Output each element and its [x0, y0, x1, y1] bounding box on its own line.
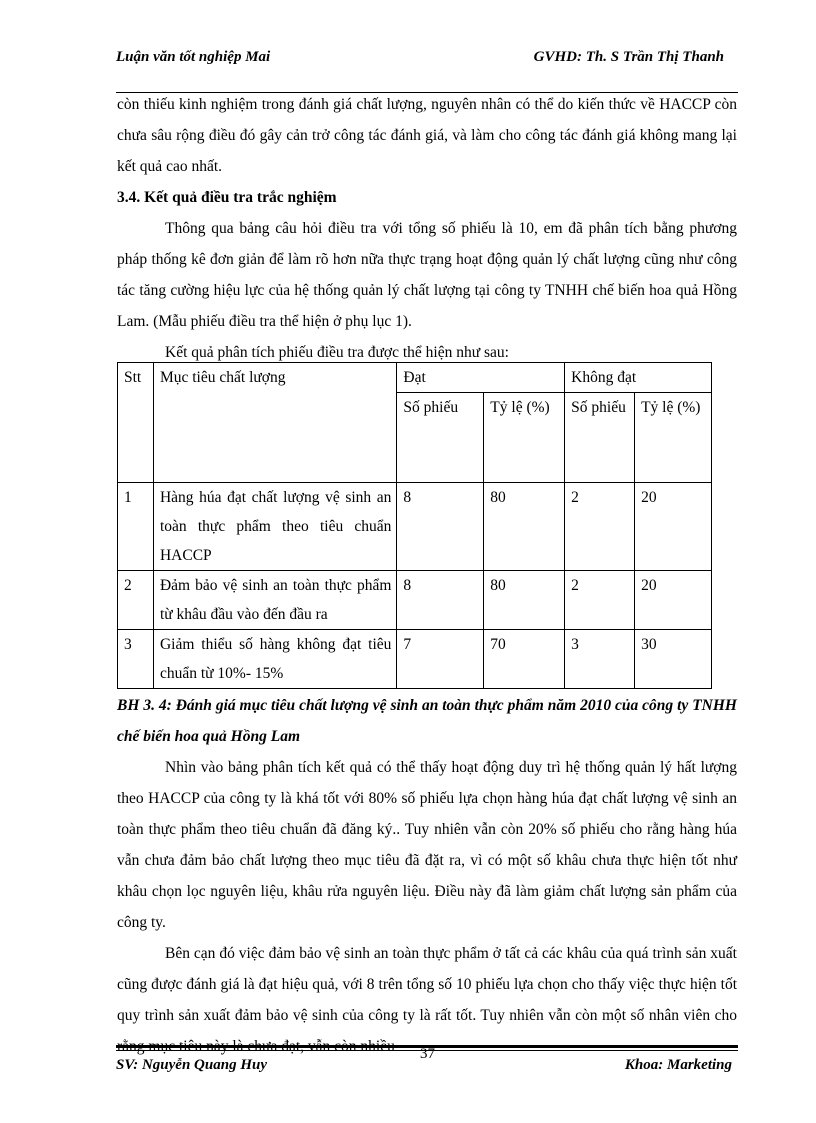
- table-caption: BH 3. 4: Đánh giá mục tiêu chất lượng vệ sinh an toàn thực phẩm năm 2010 của công ty TNHH chế biến hoa quả Hồng Lam: [117, 697, 737, 745]
- row-pass-rate: 80: [484, 483, 565, 571]
- row-fail-rate: 20: [635, 571, 712, 630]
- header-pass: Đạt: [397, 363, 565, 393]
- analysis-paragraph-1: Nhìn vào bảng phân tích kết quả có thể thấy hoạt động duy trì hệ thống quản lý hất lượng theo HACCP của công ty là khá tốt với 80% số phiếu lựa chọn hàng húa đạt chất lượng vệ sinh an toàn thực phẩm theo tiêu chuẩn đã đăng ký.. Tuy nhiên vẫn còn 20% số phiếu cho rằng hàng húa vẫn chưa đảm bảo chất lượng theo mục tiêu đã đặt ra, vì có một số khâu chưa thực hiện tốt như khâu chọn lọc nguyên liệu, khâu rửa nguyên liệu. Điều này đã làm giảm chất lượng sản phẩm của công ty.: [117, 759, 737, 931]
- row-stt: 1: [118, 483, 154, 571]
- header-right: GVHD: Th. S Trần Thị Thanh: [533, 49, 724, 65]
- header-fail: Không đạt: [565, 363, 712, 393]
- page-number: 37: [420, 1046, 435, 1062]
- header-pass-rate: Tỷ lệ (%): [484, 393, 565, 483]
- table-row: [118, 483, 712, 571]
- page-footer: [116, 1057, 732, 1077]
- header-stt: Stt: [118, 363, 154, 483]
- table-row: [118, 630, 712, 689]
- row-pass-rate: 80: [484, 571, 565, 630]
- row-goal: Hàng húa đạt chất lượng vệ sinh an toàn thực phẩm theo tiêu chuẩn HACCP: [153, 483, 396, 571]
- row-pass-count: 8: [397, 483, 484, 571]
- row-pass-count: 7: [397, 630, 484, 689]
- header-fail-count: Số phiếu: [565, 393, 635, 483]
- header-fail-rate: Tỷ lệ (%): [635, 393, 712, 483]
- table-intro: Kết quả phân tích phiếu điều tra được thể hiện như sau:: [165, 344, 509, 361]
- row-goal: Giảm thiểu số hàng không đạt tiêu chuẩn từ 10%- 15%: [153, 630, 396, 689]
- row-fail-count: 3: [565, 630, 635, 689]
- row-stt: 3: [118, 630, 154, 689]
- header-goal: Mục tiêu chất lượng: [153, 363, 396, 483]
- section-heading: 3.4. Kết quả điều tra trắc nghiệm: [117, 189, 337, 206]
- row-fail-rate: 30: [635, 630, 712, 689]
- table-header-row: [118, 363, 712, 393]
- analysis-paragraph-2: Bên cạn đó việc đảm bảo vệ sinh an toàn thực phẩm ở tất cả các khâu của quá trình sản xuất cũng được đánh giá là đạt hiệu quả, với 8 trên tổng số 10 phiếu lựa chọn cho thấy việc thực hiện tốt quy trình sản xuất đảm bảo vệ sinh của công ty là rất tốt. Tuy nhiên vẫn còn một số nhân viên cho: [117, 945, 737, 1024]
- row-pass-count: 8: [397, 571, 484, 630]
- paragraph-continuation: còn thiếu kinh nghiệm trong đánh giá chất lượng, nguyên nhân có thể do kiến thức về HACCP còn chưa sâu rộng điều đó gây cản trở công tác đánh giá, và làm cho công tác đánh giá không mang lại kết quả cao nhất.: [117, 96, 737, 175]
- results-table: [117, 362, 712, 689]
- row-pass-rate: 70: [484, 630, 565, 689]
- table-row: [118, 571, 712, 630]
- header-left: Luận văn tốt nghiệp Mai: [116, 49, 271, 65]
- row-stt: 2: [118, 571, 154, 630]
- row-fail-rate: 20: [635, 483, 712, 571]
- row-fail-count: 2: [565, 571, 635, 630]
- bottom-text-block: [117, 690, 737, 1062]
- row-fail-count: 2: [565, 483, 635, 571]
- row-goal: Đảm bảo vệ sinh an toàn thực phẩm từ khâu đầu vào đến đầu ra: [153, 571, 396, 630]
- footer-faculty: Khoa: Marketing: [624, 1057, 732, 1073]
- intro-paragraph: Thông qua bảng câu hỏi điều tra với tổng số phiếu là 10, em đã phân tích bằng phương pháp thống kê đơn giản để làm rõ hơn nữa thực trạng hoạt động quản lý chất lượng cũng như công tác tăng cường hiệu lực của hệ thống quản lý chất lượng tại công ty TNHH chế biến hoa quả Hồng Lam. (Mẫu phiếu điều tra thể hiện ở phụ lục 1).: [117, 220, 737, 330]
- page-header: [116, 49, 724, 89]
- header-pass-count: Số phiếu: [397, 393, 484, 483]
- footer-author: SV: Nguyễn Quang Huy: [116, 1057, 267, 1073]
- top-text-block: [117, 89, 737, 368]
